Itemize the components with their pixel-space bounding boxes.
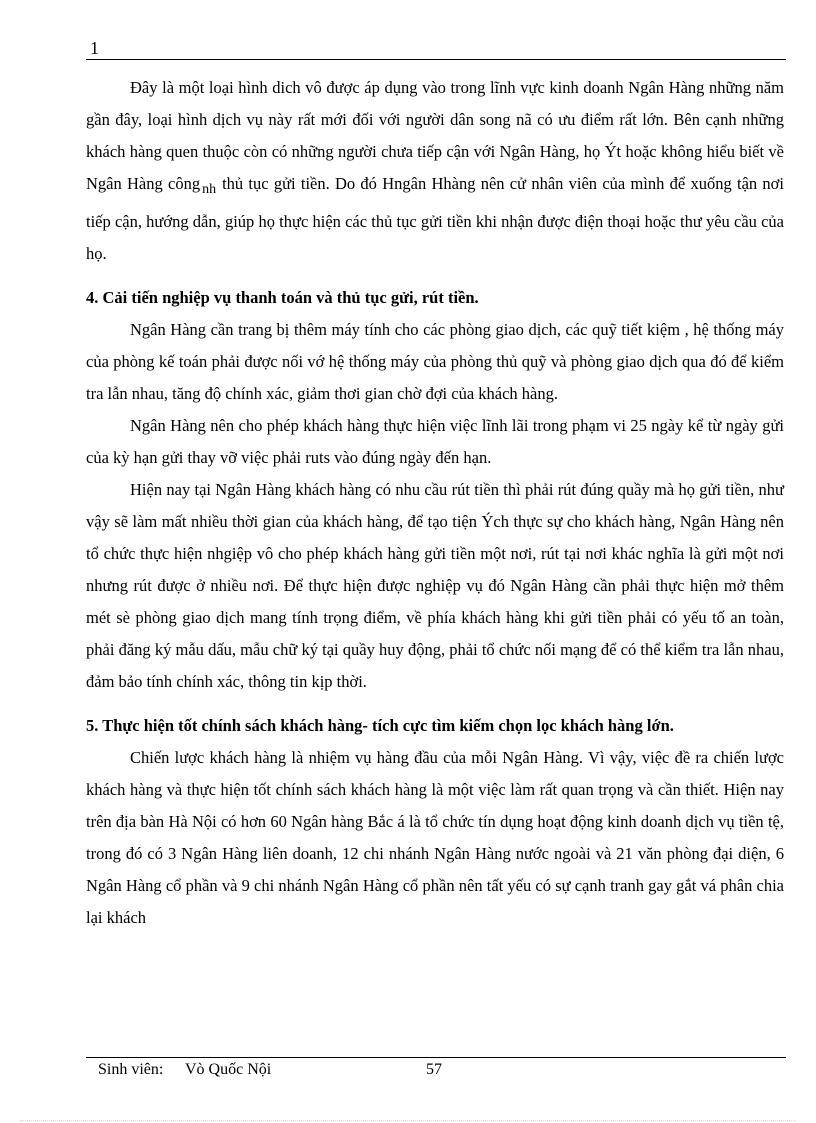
paragraph-4: Hiện nay tại Ngân Hàng khách hàng có nhu cầu rút tiền thì phải rút đúng quầy mà họ gửi tiền, như vậy sẽ làm mất nhiều thời gian của khách hàng, để tạo tiện Ých thực sự cho khách hàng, Ngân Hàng nên tổ chức thực hiện nhgiệp vô cho phép khách hàng gửi tiền một nơi, rút tại nơi khác nghĩa là gửi một nơi nhưng rút được ở nhiều nơi. Để thực hiện được nghiệp vụ đó Ngân Hàng cần phải thực hiện mở thêm mét sè phòng giao dịch mang tính trọng điểm, về phía khách hàng khi gửi tiền phải có yếu tố an toàn, phải đăng ký mẫu dấu, mẫu chữ ký tại quầy huy động, phải tổ chức nối mạng để có thể kiểm tra lẫn nhau, đảm bảo tính chính xác, thông tin kịp thời.	[86, 480, 784, 691]
document-body	[86, 72, 784, 934]
page-bottom-edge	[20, 1120, 796, 1121]
footer-rule	[86, 1057, 786, 1058]
paragraph-1-subscript: nh	[202, 182, 217, 197]
footer-student-name: Vò Quốc Nội	[185, 1061, 272, 1078]
footer-page-number: 57	[426, 1061, 442, 1078]
header-rule	[86, 59, 786, 60]
section-heading-5: 5. Thực hiện tốt chính sách khách hàng- tích cực tìm kiếm chọn lọc khách hàng lớn.	[86, 716, 674, 735]
paragraph-1	[86, 72, 784, 270]
header-page-number: 1	[90, 38, 99, 58]
paragraph-5: Chiến lược khách hàng là nhiệm vụ hàng đầu của mỗi Ngân Hàng. Vì vậy, việc đề ra chiến lược khách hàng và thực hiện tốt chính sách khách hàng là một việc làm rất quan trọng và cần thiết. Hiện nay trên địa bàn Hà Nội có hơn 60 Ngân hàng Bắc á là tổ chức tín dụng hoạt động kinh doanh dịch vụ tiền tệ, trong đó có 3 Ngân Hàng liên doanh, 12 chi nhánh Ngân Hàng nước ngoài và 21 văn phòng đại diện, 6 Ngân Hàng cổ phần và 9 chi nhánh Ngân Hàng cổ phần nên tất yếu có sự cạnh tranh gay gắt vá phân chia lại khách	[86, 748, 784, 927]
paragraph-3: Ngân Hàng nên cho phép khách hàng thực hiện việc lĩnh lãi trong phạm vi 25 ngày kể từ ngày gửi của kỳ hạn gửi thay vỡ việc phải ruts vào đúng ngày đến hạn.	[86, 416, 784, 467]
footer-student-label: Sinh viên:	[98, 1061, 164, 1078]
paragraph-1-tail: thủ tục gửi tiền. Do đó Hngân Hhàng nên cử nhân viên của mình để xuống tận nơi tiếp cận, hướng dẫn, giúp họ thực hiện các thủ tục gửi tiền khi nhận được điện thoại hoặc thư yêu cầu của họ.	[86, 174, 784, 263]
section-heading-4: 4. Cải tiến nghiệp vụ thanh toán và thủ tục gửi, rút tiền.	[86, 288, 479, 307]
paragraph-1-text: Đây là một loại hình dich vô được áp dụng vào trong lĩnh vực kinh doanh Ngân Hàng những năm gần đây, loại hình dịch vụ này rất mới đối với người dân song nã có ưu điểm rất lớn. Bên cạnh những khách hàng quen thuộc còn có những người chưa tiếp cận với Ngân Hàng, họ Ýt hoặc không hiểu biết về Ngân Hàng công	[86, 78, 784, 193]
paragraph-2: Ngân Hàng cần trang bị thêm máy tính cho các phòng giao dịch, các quỹ tiết kiệm , hệ thống máy của phòng kế toán phải được nối vớ hệ thống máy của phòng thủ quỹ và phòng giao dịch qua đó để kiểm tra lẫn nhau, tăng độ chính xác, giảm thơi gian chờ đợi của khách hàng.	[86, 320, 784, 403]
